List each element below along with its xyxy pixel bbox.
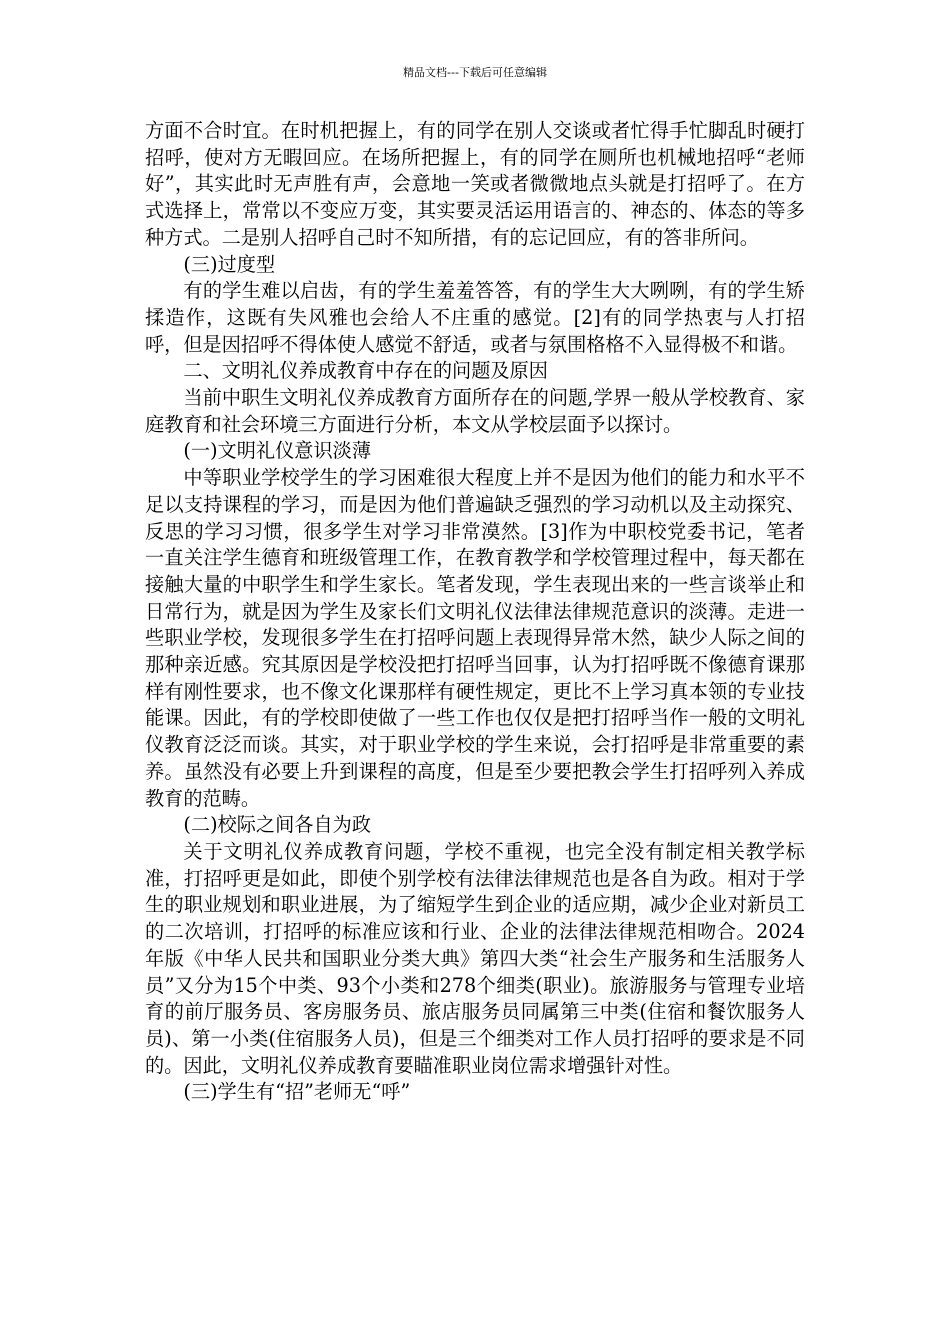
paragraph: 有的学生难以启齿，有的学生羞羞答答，有的学生大大咧咧，有的学生矫揉造作，这既有失风雅也会给人不庄重的感觉。[2]有的同学热衷与人打招呼，但是因招呼不得体使人感觉不舒适，或者与氛围格格不入显得极不和谐。 [145, 279, 805, 356]
section-heading-students-teachers: (三)学生有“招”老师无“呼” [183, 1080, 411, 1104]
section-heading-problems-causes: 二、文明礼仪养成教育中存在的问题及原因 [183, 359, 548, 383]
section-heading-overdone-type: (三)过度型 [183, 252, 276, 276]
paragraph: 当前中职生文明礼仪养成教育方面所存在的问题,学界一般从学校教育、家庭教育和社会环境三方面进行分析，本文从学校层面予以探讨。 [145, 386, 805, 436]
section-heading-weak-awareness: (一)文明礼仪意识淡薄 [183, 439, 372, 463]
section-heading-schools-separate: (二)校际之间各自为政 [183, 813, 372, 837]
page-header: 精品文档---下载后可任意编辑 [403, 66, 547, 79]
paragraph-continued: 方面不合时宜。在时机把握上，有的同学在别人交谈或者忙得手忙脚乱时硬打招呼，使对方无暇回应。在场所把握上，有的同学在厕所也机械地招呼“老师好”，其实此时无声胜有声，会意地一笑或者微微地点头就是打招呼了。在方式选择上，常常以不变应万变，其实要灵活运用语言的、神态的、体态的等多种方式。二是别人招呼自己时不知所措，有的忘记回应，有的答非所问。 [145, 119, 805, 249]
document-body [145, 118, 805, 1106]
paragraph: 中等职业学校学生的学习困难很大程度上并不是因为他们的能力和水平不足以支持课程的学习，而是因为他们普遍缺乏强烈的学习动机以及主动探究、反思的学习习惯，很多学生对学习非常漠然。[3]作为中职校党委书记，笔者一直关注学生德育和班级管理工作，在教育教学和学校管理过程中，每天都在接触大量的中职学生和学生家长。笔者发现，学生表现出来的一些言谈举止和日常行为，就是因为学生及家长们文明礼仪法律法律规范意识的淡薄。走进一些职业学校，发现很多学生在打招呼问题上表现得异常木然，缺少人际之间的那种亲近感。究其原因是学校没把打招呼当回事，认为打招呼既不像德育课那样有刚性要求，也不像文化课那样有硬性规定，更比不上学习真本领的专业技能课。因此，有的学校即使做了一些工作也仅仅是把打招呼当作一般的文明礼仪教育泛泛而谈。其实，对于职业学校的学生来说，会打招呼是非常重要的素养。虽然没有必要上升到课程的高度，但是至少要把教会学生打招呼列入养成教育的范畴。 [145, 466, 805, 810]
paragraph: 关于文明礼仪养成教育问题，学校不重视，也完全没有制定相关教学标准，打招呼更是如此，即使个别学校有法律法律规范也是各自为政。相对于学生的职业规划和职业进展，为了缩短学生到企业的适应期，减少企业对新员工的二次培训，打招呼的标准应该和行业、企业的法律法律规范相吻合。2024年版《中华人民共和国职业分类大典》第四大类“社会生产服务和生活服务人员”又分为15个中类、93个小类和278个细类(职业)。旅游服务与管理专业培育的前厅服务员、客房服务员、旅店服务员同属第三中类(住宿和餐饮服务人员)、第一小类(住宿服务人员)，但是三个细类对工作人员打招呼的要求是不同的。因此，文明礼仪养成教育要瞄准职业岗位需求增强针对性。 [145, 839, 805, 1077]
